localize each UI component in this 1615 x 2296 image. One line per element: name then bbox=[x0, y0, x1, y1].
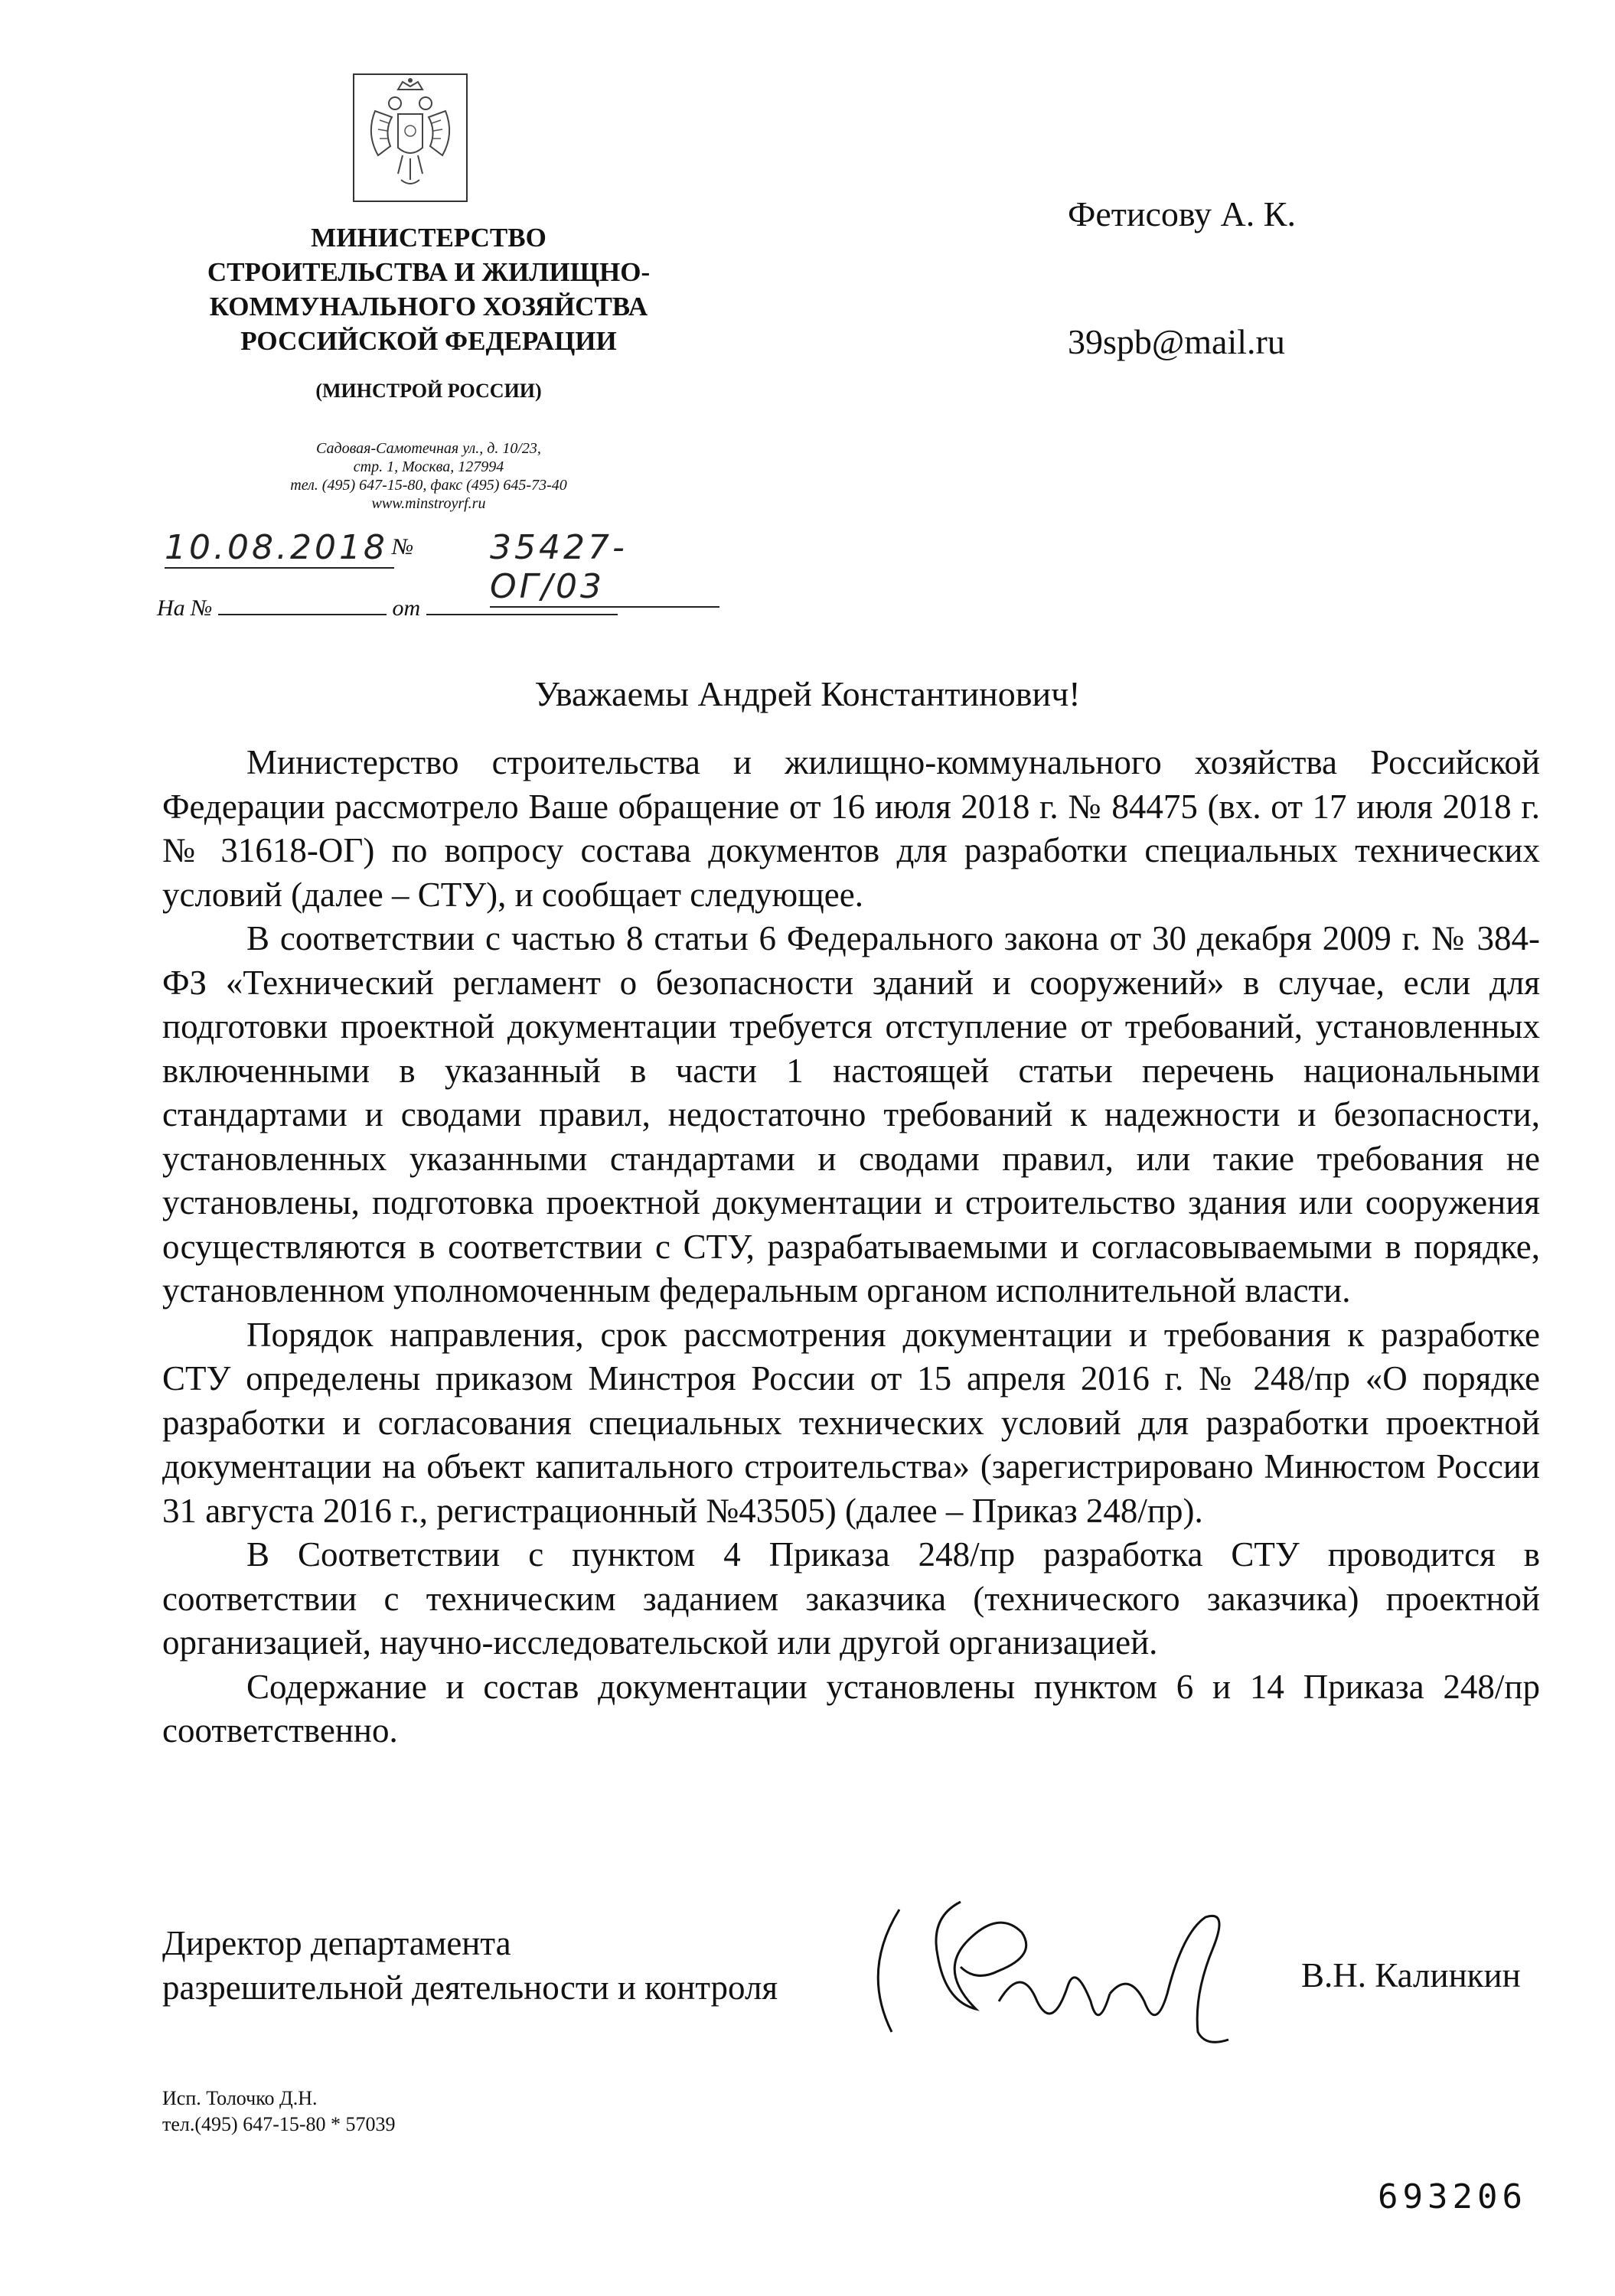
addressee-email: 39spb@mail.ru bbox=[1068, 322, 1285, 361]
signatory-title-line: Директор департамента bbox=[162, 1924, 511, 1962]
reply-number-label: На № bbox=[157, 595, 213, 621]
salutation: Уважаемы Андрей Константинович! bbox=[534, 674, 1081, 713]
signatory-title-line: разрешительной деятельности и контроля bbox=[162, 1968, 778, 2007]
registration-number-label: № bbox=[392, 534, 414, 559]
addressee-name: Фетисову А. К. bbox=[1068, 194, 1296, 233]
reply-reference-line bbox=[157, 595, 618, 621]
body-paragraph: Порядок направления, срок рассмотрения документации и требования к разработке СТУ определены приказом Минстроя России от 15 апреля 2016 г. № 248/пр «О порядке разработки и согласования специальных технических условий для разработки проектной документации на объект капитального строительства» (зарегистрировано Минюстом России 31 августа 2016 г., регистрационный №43505) (далее – Приказ 248/пр). bbox=[162, 1315, 1540, 1530]
executor-name: Исп. Толочко Д.Н. bbox=[162, 2087, 318, 2109]
body-paragraph: В соответствии с частью 8 статьи 6 Федерального закона от 30 декабря 2009 г. № 384-ФЗ «Технический регламент о безопасности зданий и сооружений» в случае, если для подготовки проектной документации требуется отступление от требований, установленных включенными в указанный в части 1 настоящей статьи перечень национальными стандартами и сводами правил, недостаточно требований к надежности и безопасности, установленных указанными стандартами и сводами правил, или такие требования не установлены, подготовка проектной документации и строительство здания или сооружения осуществляются в соответствии с СТУ, разрабатываемыми и согласовываемыми в порядке, установленном уполномоченным федеральным органом исполнительной власти. bbox=[162, 919, 1540, 1309]
ministry-name-line: СТРОИТЕЛЬСТВА И ЖИЛИЩНО- bbox=[207, 257, 651, 287]
reply-date-blank bbox=[426, 597, 618, 615]
document-code: 693206 bbox=[1378, 2177, 1527, 2216]
ministry-name bbox=[199, 220, 658, 358]
reply-number-blank bbox=[218, 597, 387, 615]
coat-of-arms-emblem bbox=[352, 73, 468, 203]
address-line: тел. (495) 647-15-80, факс (495) 645-73-40 bbox=[290, 477, 567, 494]
registration-number: 35427-ОГ/03 bbox=[490, 528, 719, 608]
ministry-abbreviation: (МИНСТРОЙ РОССИИ) bbox=[315, 380, 542, 402]
signer-name: В.Н. Калинкин bbox=[1301, 1956, 1521, 1994]
address-line: Садовая-Самотечная ул., д. 10/23, bbox=[316, 440, 541, 457]
registration-date: 10.08.2018 bbox=[165, 528, 394, 569]
signatory-title bbox=[162, 1921, 778, 2010]
executor-info bbox=[162, 2086, 396, 2138]
body-paragraph: Содержание и состав документации установлены пунктом 6 и 14 Приказа 248/пр соответственно. bbox=[162, 1667, 1540, 1750]
letter-body bbox=[162, 741, 1540, 1753]
body-paragraph: Министерство строительства и жилищно-коммунального хозяйства Российской Федерации рассмотрело Ваше обращение от 16 июля 2018 г. № 84475 (вх. от 17 июля 2018 г. № 31618-ОГ) по вопросу состава документов для разработки специальных технических условий (далее – СТУ), и сообщает следующее. bbox=[162, 743, 1540, 914]
address-line: www.minstroyrf.ru bbox=[371, 495, 486, 512]
ministry-name-line: МИНИСТЕРСТВО bbox=[311, 223, 546, 253]
ministry-address bbox=[199, 439, 658, 513]
ministry-name-line: КОММУНАЛЬНОГО ХОЗЯЙСТВА bbox=[209, 292, 648, 321]
reply-date-label: от bbox=[392, 595, 421, 621]
body-paragraph: В Соответствии с пунктом 4 Приказа 248/пр разработка СТУ проводится в соответствии с техническим заданием заказчика (технического заказчика) проектной организацией, научно-исследовательской или другой организацией. bbox=[162, 1535, 1540, 1662]
address-line: стр. 1, Москва, 127994 bbox=[353, 458, 504, 475]
executor-phone: тел.(495) 647-15-80 * 57039 bbox=[162, 2113, 396, 2135]
handwritten-signature bbox=[846, 1887, 1259, 2055]
ministry-name-line: РОССИЙСКОЙ ФЕДЕРАЦИИ bbox=[240, 326, 617, 356]
